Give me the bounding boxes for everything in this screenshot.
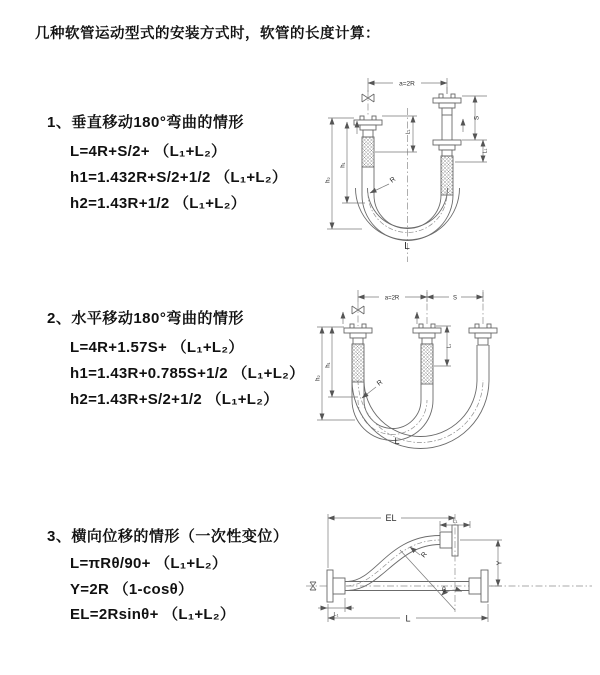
- dim-label-h2: h₂: [325, 177, 332, 183]
- label-theta: θ: [442, 587, 446, 594]
- dimension-a2r: [368, 78, 447, 94]
- dim-label-a2r: a=2R: [399, 80, 415, 88]
- section-1-formula-L: L=4R+S/2+ （L₁+L₂）: [70, 143, 227, 160]
- left-flange: [354, 116, 382, 137]
- hose-u-bend-original: [352, 400, 433, 441]
- dimension-h1: [325, 118, 365, 203]
- page-title: 几种软管运动型式的安装方式时，软管的长度计算：: [35, 26, 380, 42]
- s-curve-hose: [346, 536, 440, 591]
- dim-label-a2r: a=2R: [384, 295, 400, 302]
- dim-label-h1: h₁: [325, 362, 332, 368]
- dimension-s: [427, 293, 483, 302]
- right-flange-lower: [433, 140, 461, 156]
- section-1-formula-h2: h2=1.43R+1/2 （L₁+L₂）: [70, 195, 247, 212]
- middle-braided-section: [421, 344, 433, 384]
- dimension-l: [328, 604, 488, 624]
- dim-label-s: S: [452, 295, 458, 302]
- right-hose-walls: [477, 345, 489, 380]
- section-3-formula-EL: EL=2Rsinθ+ （L₁+L₂）: [70, 606, 236, 623]
- middle-flange: [413, 324, 441, 344]
- section-3-formula-Y: Y=2R （1-cosθ）: [70, 581, 194, 598]
- section-2-heading: 2、水平移动180°弯曲的情形: [47, 310, 244, 327]
- dim-label-l1-right: L₁: [482, 148, 489, 154]
- dim-label-l1-top: L₁: [452, 518, 458, 525]
- section-2-formula-h1: h1=1.43R+0.785S+1/2 （L₁+L₂）: [70, 365, 305, 382]
- middle-hose-walls: [421, 384, 433, 400]
- section-3-heading: 3、横向位移的情形（一次性变位）: [47, 528, 289, 545]
- dim-label-el: EL: [385, 513, 397, 523]
- label-r: R: [420, 550, 429, 560]
- dim-label-h1: h₁: [340, 162, 347, 168]
- dim-label-l: L: [405, 613, 411, 624]
- dim-label-h2: h₂: [315, 375, 322, 381]
- section-2-formula-L: L=4R+1.57S+ （L₁+L₂）: [70, 339, 244, 356]
- section-1-heading: 1、垂直移动180°弯曲的情形: [47, 114, 244, 131]
- dim-label-l1: L₁: [446, 343, 453, 349]
- right-flange: [469, 324, 497, 345]
- label-r: R: [375, 378, 385, 388]
- section-1-formula-h1: h1=1.432R+S/2+1/2 （L₁+L₂）: [70, 169, 288, 186]
- diagram-2-horizontal-bend: [305, 280, 555, 458]
- angle-slant-line: [400, 550, 455, 610]
- diagram-3-lateral-displacement: [300, 500, 600, 640]
- dimension-h2: [326, 118, 363, 229]
- dimension-l1-bottom: [318, 598, 354, 618]
- dimension-a2r: [358, 290, 483, 302]
- dim-label-y: Y: [496, 560, 504, 566]
- hose-u-bend-moved: [352, 380, 489, 449]
- label-r: R: [388, 175, 398, 185]
- label-l: L: [404, 241, 410, 252]
- label-l: L: [394, 436, 400, 446]
- section-2-formula-h2: h2=1.43R+S/2+1/2 （L₁+L₂）: [70, 391, 279, 408]
- diagram-1-vertical-bend: [305, 70, 535, 270]
- left-flange: [327, 570, 345, 602]
- right-pipe-walls: [442, 115, 452, 140]
- dim-label-l1-left: L₁: [405, 129, 412, 135]
- angle-theta: [400, 550, 462, 610]
- left-braided-section: [352, 344, 364, 382]
- right-flange-upper: [433, 94, 461, 115]
- section-3-formula-L: L=πRθ/90+ （L₁+L₂）: [70, 555, 228, 572]
- r-leader-line: [370, 184, 389, 193]
- right-flange: [469, 570, 488, 602]
- dim-label-s: S: [473, 115, 481, 121]
- right-braided-section: [441, 156, 453, 195]
- left-braided-section: [362, 137, 374, 167]
- left-flange: [344, 324, 372, 344]
- dimension-h2: [316, 327, 356, 420]
- dim-label-l1-bottom: L₁: [333, 612, 339, 618]
- dimension-l1-right: [483, 140, 489, 162]
